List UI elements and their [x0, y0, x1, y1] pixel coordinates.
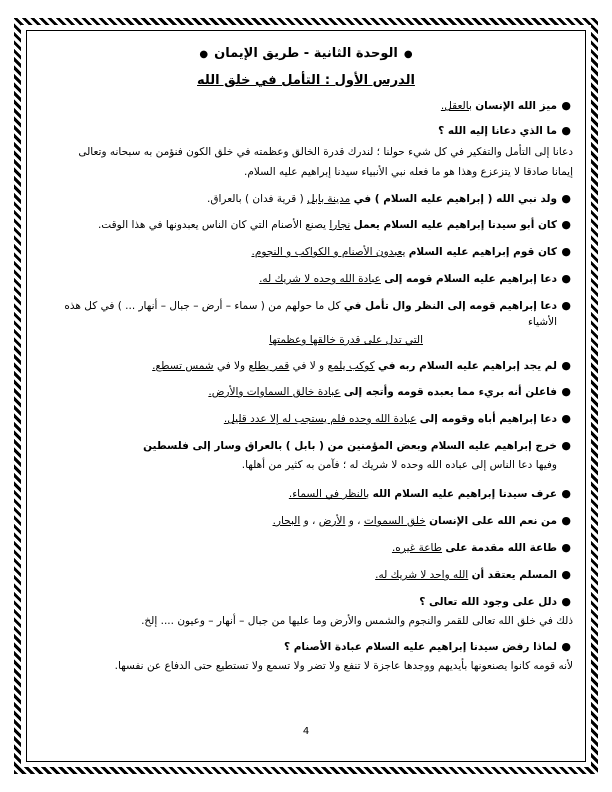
list-item	[39, 98, 573, 114]
item-label: لم يجد إبراهيم عليه السلام ربه في	[377, 360, 557, 372]
bullet-icon: ●	[561, 568, 571, 581]
item-connector: ، و	[303, 515, 316, 527]
bullet-icon: ●	[561, 359, 571, 372]
item-connector: و لا في	[292, 360, 325, 372]
item-answer: طاعة غيره.	[391, 542, 443, 554]
list-item	[39, 384, 573, 400]
item-answer: عبادة الله وحده فلم يستجب له إلا عدد قليل.	[223, 413, 417, 425]
bullet-icon: ●	[561, 192, 571, 205]
bullet-icon: ●	[561, 272, 571, 285]
item-label: من نعم الله على الإنسان	[429, 515, 557, 527]
item-answer: الأرض	[318, 515, 346, 527]
item-label: دعا إبراهيم أباه وقومه إلى	[419, 413, 557, 425]
item-note: ( قرية فدان )	[244, 193, 304, 205]
item-answer: الله واحد لا شريك له.	[375, 569, 469, 581]
item-label: المسلم يعتقد أن	[471, 569, 557, 581]
item-answer: بالنظر في السماء.	[288, 488, 370, 500]
item-answer: قمر يطلع	[248, 360, 290, 372]
bullet-icon: ●	[561, 99, 571, 112]
list-item	[39, 411, 573, 427]
item-connector: ولا في	[216, 360, 246, 372]
item-label: دعا إبراهيم عليه السلام قومه إلى	[384, 273, 557, 285]
item-answer: شمس تسطع.	[152, 360, 214, 372]
title-bullet-icon: ●	[403, 49, 413, 60]
lesson-title	[39, 72, 573, 90]
page-number: 4	[302, 726, 310, 737]
list-item	[39, 639, 573, 655]
list-item	[39, 358, 573, 374]
bullet-icon: ●	[561, 124, 571, 137]
item-label: عرف سيدنا إبراهيم عليه السلام الله	[372, 488, 557, 500]
item-answer: إيمانا صادقا لا يتزعزع وهذا هو ما فعله نبي الأنبياء سيدنا إبراهيم عليه السلام.	[244, 166, 573, 178]
bullet-icon: ●	[561, 218, 571, 231]
list-item	[39, 438, 573, 454]
list-item	[39, 217, 573, 233]
item-answer: كل ما حولهم من ( سماء – أرض – جبال – أنهار ... ) في كل هذه الأشياء	[64, 300, 557, 328]
item-answer: عبادة الله وحده لا شريك له.	[259, 273, 381, 285]
list-item	[39, 191, 573, 207]
lesson-title-text: الدرس الأول : التأمل في خلق الله	[197, 73, 415, 88]
bullet-icon: ●	[561, 514, 571, 527]
list-item	[39, 244, 573, 260]
item-answer: ذلك في خلق الله تعالى للقمر والنجوم والشمس والأرض وما عليها من جبال – أنهار – وعيون .... إلخ.	[141, 615, 573, 627]
unit-title-text: الوحدة الثانية - طريق الإيمان	[214, 46, 398, 61]
item-label: طاعة الله مقدمة على	[445, 542, 557, 554]
bullet-icon: ●	[561, 541, 571, 554]
bullet-icon: ●	[561, 412, 571, 425]
item-question: ما الذي دعانا إليه الله ؟	[438, 125, 557, 137]
inner-frame	[26, 30, 586, 762]
item-answer: البحار.	[272, 515, 301, 527]
item-answer-continued	[39, 332, 573, 348]
item-question: لماذا رفض سيدنا إبراهيم عليه السلام عبادة الأصنام ؟	[283, 641, 557, 653]
item-answer: خلق السموات	[363, 515, 426, 527]
item-connector: ، و	[348, 515, 361, 527]
item-answer: بالعقل.	[440, 100, 472, 112]
item-label: كان أبو سيدنا إبراهيم عليه السلام يعمل	[353, 219, 557, 231]
item-answer: يعبدون الأصنام و الكواكب و النجوم.	[251, 246, 406, 258]
item-answer: التي تدل على قدرة خالقها وعظمتها	[269, 334, 423, 346]
item-tail: بالعراق.	[207, 193, 242, 205]
item-answer: مدينة بابل	[307, 193, 351, 205]
item-answer: كوكب يلمع	[327, 360, 375, 372]
item-label: خرج إبراهيم عليه السلام وبعض المؤمنين من ( بابل ) بالعراق وسار إلى فلسطين	[143, 440, 557, 452]
bullet-icon: ●	[561, 385, 571, 398]
bullet-icon: ●	[561, 640, 571, 653]
unit-title	[39, 45, 573, 64]
item-answer: لأنه قومه كانوا يصنعونها بأيديهم ووجدها عاجزة لا تنفع ولا تضر ولا تسمع ولا تستطيع حتى الدفاع عن نفسها.	[114, 660, 573, 672]
item-question: دلل على وجود الله تعالى ؟	[419, 596, 557, 608]
bullet-icon: ●	[561, 595, 571, 608]
list-item	[39, 540, 573, 556]
item-answer: وفيها دعا الناس إلى عباده الله وحده لا شريك له ؛ فآمن به كثير من أهلها.	[241, 459, 557, 471]
page-frame	[14, 18, 598, 774]
bullet-icon: ●	[561, 299, 571, 312]
worksheet-content	[39, 45, 573, 753]
list-item	[39, 513, 573, 529]
bullet-icon: ●	[561, 439, 571, 452]
title-bullet-icon: ●	[199, 49, 209, 60]
item-label: كان قوم إبراهيم عليه السلام	[408, 246, 557, 258]
bullet-icon: ●	[561, 487, 571, 500]
item-label: ولد نبي الله ( إبراهيم عليه السلام ) في	[353, 193, 557, 205]
list-item	[39, 298, 573, 330]
list-item	[39, 594, 573, 610]
list-item	[39, 271, 573, 287]
item-answer: عبادة خالق السماوات والأرض.	[208, 386, 341, 398]
item-label: دعا إبراهيم قومه إلى النظر وال تأمل في	[343, 300, 557, 312]
bullet-icon: ●	[561, 245, 571, 258]
item-answer: نجارا	[329, 219, 351, 231]
item-label: فاعلن أنه بريء مما يعبده قومه وأتجه إلى	[343, 386, 557, 398]
item-answer: دعانا إلى التأمل والتفكير في كل شيء حولنا ؛ لندرك قدرة الخالق وعظمته في خلق الكون فنؤمن به سبحانه وتعالى	[78, 146, 573, 158]
item-tail: يصنع الأصنام التي كان الناس يعبدونها في هذا الوقت.	[97, 219, 327, 231]
list-item	[39, 567, 573, 583]
list-item	[39, 123, 573, 139]
list-item	[39, 486, 573, 502]
item-label: ميز الله الإنسان	[475, 100, 557, 112]
